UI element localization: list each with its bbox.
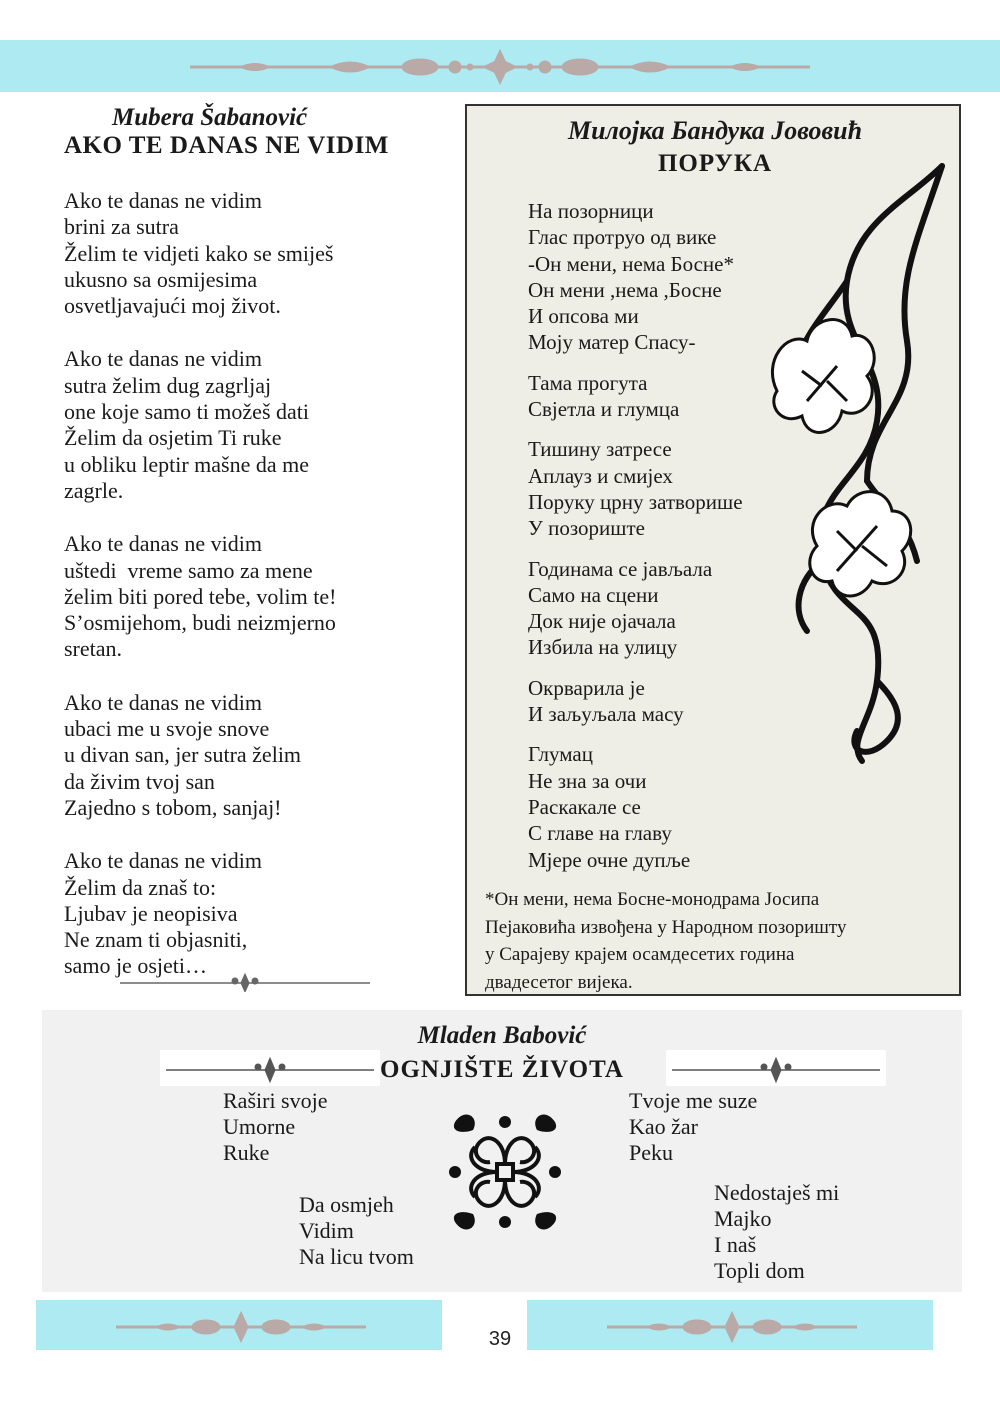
- page-number: 39: [488, 1328, 512, 1350]
- poem-right-stanza-5: [528, 675, 743, 728]
- fleur-divider-ornament: [666, 1050, 886, 1086]
- poem-line: Ljubav je neopisiva: [64, 900, 238, 926]
- poem-right-title: ПОРУКА: [657, 150, 773, 177]
- poem-right-body: [528, 198, 743, 873]
- poem-line: Аплауз и смијех: [528, 463, 673, 488]
- poem-bottom-title: OGNJIŠTE ŽIVOTA: [380, 1056, 624, 1083]
- poem-line: Глас протруо од вике: [528, 225, 717, 250]
- poem-left-title: AKO TE DANAS NE VIDIM: [64, 132, 389, 159]
- footnote-line: Пејаковића извођена у Народном позоришту: [485, 916, 847, 938]
- poem-right-box: [465, 104, 961, 996]
- poem-left-author: Mubera Šabanović: [112, 104, 308, 131]
- fleur-divider-ornament: [120, 972, 370, 992]
- poem-bottom-stanza-2: [299, 1192, 414, 1270]
- scroll-divider-ornament: [527, 1300, 933, 1350]
- poem-line: -Он мени, нема Босне*: [528, 251, 734, 276]
- poem-line: Он мени ,нема ,Босне: [528, 277, 722, 302]
- poem-line: Годинама се јављала: [528, 556, 713, 581]
- poem-left-body: [64, 188, 444, 980]
- poem-line: u obliku leptir mašne da me: [64, 451, 309, 477]
- footnote-line: у Сарајеву крајем осамдесетих година: [485, 944, 795, 965]
- poem-left: [64, 104, 444, 980]
- poem-line: Ako te danas ne vidim: [64, 689, 262, 715]
- poem-line: Raširi svoje: [223, 1088, 328, 1113]
- poem-line: Majko: [714, 1206, 772, 1231]
- poem-left-stanza-3: [64, 531, 444, 662]
- poem-left-stanza-4: [64, 690, 444, 821]
- poem-line: Ako te danas ne vidim: [64, 848, 262, 874]
- poem-line: Umorne: [223, 1114, 296, 1139]
- poem-line: Поруку црну затворише: [528, 489, 743, 514]
- vine-leaf-ornament: [767, 161, 957, 771]
- bottom-right-decorative-band: [527, 1300, 933, 1350]
- poem-line: brini za sutra: [64, 214, 179, 240]
- poem-line: И заљуљала масу: [528, 702, 684, 727]
- poem-line: У позориште: [528, 516, 645, 541]
- poem-left-stanza-5: [64, 848, 444, 979]
- poem-line: Свјетла и глумца: [528, 397, 680, 422]
- poem-line: Na licu tvom: [299, 1244, 414, 1269]
- scroll-divider-ornament: [0, 40, 1000, 92]
- poem-bottom-stanza-4: [714, 1180, 839, 1284]
- poem-line: Želim da znaš to:: [64, 874, 217, 900]
- poem-right-stanza-1: [528, 198, 743, 356]
- fleur-divider-ornament: [160, 1050, 380, 1086]
- poem-line: S’osmijehom, budi neizmjerno: [64, 610, 336, 636]
- poem-line: С главе на главу: [528, 821, 672, 846]
- poem-line: Kao žar: [629, 1114, 699, 1139]
- poem-line: Tvoje me suze: [629, 1088, 758, 1113]
- poem-line: samo je osjeti…: [64, 953, 207, 979]
- poem-line: sutra želim dug zagrljaj: [64, 372, 272, 398]
- poem-line: uštedi vreme samo za mene: [64, 557, 313, 583]
- poem-line: На позорници: [528, 199, 654, 223]
- poem-line: Не зна за очи: [528, 768, 647, 793]
- poem-line: Само на сцени: [528, 582, 659, 607]
- poem-line: Nedostaješ mi: [714, 1180, 840, 1205]
- footnote-line: двадесетог вијека.: [485, 971, 633, 993]
- poem-line: Моју матер Спасу-: [528, 330, 696, 355]
- poem-line: Глумац: [528, 742, 593, 767]
- poem-line: Окрварила је: [528, 675, 645, 700]
- poem-line: Vidim: [299, 1218, 354, 1243]
- poem-line: Тишину затресе: [528, 437, 672, 462]
- poem-line: Želim da osjetim Ti ruke: [64, 425, 282, 451]
- poem-line: Ne znam ti objasniti,: [64, 927, 248, 953]
- poem-line: ubaci me u svoje snove: [64, 716, 270, 742]
- poem-line: Topli dom: [714, 1258, 805, 1283]
- poem-right-stanza-4: [528, 556, 743, 661]
- poem-right-footnote: [485, 886, 955, 996]
- poem-bottom-author: Mladen Babović: [417, 1022, 587, 1049]
- poem-line: da živim tvoj san: [64, 768, 215, 794]
- poem-right-stanza-3: [528, 436, 743, 541]
- poem-line: Ako te danas ne vidim: [64, 531, 262, 557]
- poem-line: Док није ојачала: [528, 609, 676, 634]
- poem-right-stanza-6: [528, 741, 743, 872]
- poem-line: Мјере очне дупље: [528, 847, 691, 872]
- poem-line: Želim te vidjeti kako se smiješ: [64, 240, 334, 266]
- poem-left-stanza-2: [64, 346, 444, 504]
- poem-line: Ako te danas ne vidim: [64, 346, 262, 372]
- poem-line: zagrle.: [64, 477, 124, 503]
- poem-line: ukusno sa osmijesima: [64, 266, 258, 292]
- poem-left-stanza-1: [64, 188, 444, 319]
- poem-line: Zajedno s tobom, sanjaj!: [64, 794, 282, 820]
- poem-line: Ruke: [223, 1140, 270, 1165]
- poem-line: Раскакале се: [528, 794, 641, 819]
- poem-bottom-stanza-1: [223, 1088, 328, 1166]
- poem-line: sretan.: [64, 636, 123, 662]
- poem-line: u divan san, jer sutra želim: [64, 742, 302, 768]
- poem-line: Ako te danas ne vidim: [64, 188, 262, 213]
- poem-right-author: Милојка Бандука Јововић: [567, 116, 863, 145]
- poem-line: I naš: [714, 1232, 757, 1257]
- poem-line: one koje samo ti možeš dati: [64, 399, 309, 425]
- poem-line: osvetljavajući moj život.: [64, 293, 281, 319]
- poem-right-stanza-2: [528, 370, 743, 423]
- top-decorative-band: [0, 40, 1000, 92]
- poem-line: И опсова ми: [528, 304, 639, 329]
- poem-bottom-box: [42, 1010, 962, 1292]
- poem-line: želim biti pored tebe, volim te!: [64, 583, 337, 609]
- poem-line: Тама прогута: [528, 370, 648, 395]
- floral-medallion-ornament: [435, 1102, 575, 1242]
- poem-line: Peku: [629, 1140, 673, 1165]
- poem-bottom-stanza-3: [629, 1088, 757, 1166]
- poem-line: Da osmjeh: [299, 1192, 394, 1217]
- bottom-left-decorative-band: [36, 1300, 442, 1350]
- footnote-line: *Он мени, нема Босне-монодрама Јосипа: [485, 889, 820, 910]
- poem-line: Избила на улицу: [528, 635, 678, 660]
- scroll-divider-ornament: [36, 1300, 442, 1350]
